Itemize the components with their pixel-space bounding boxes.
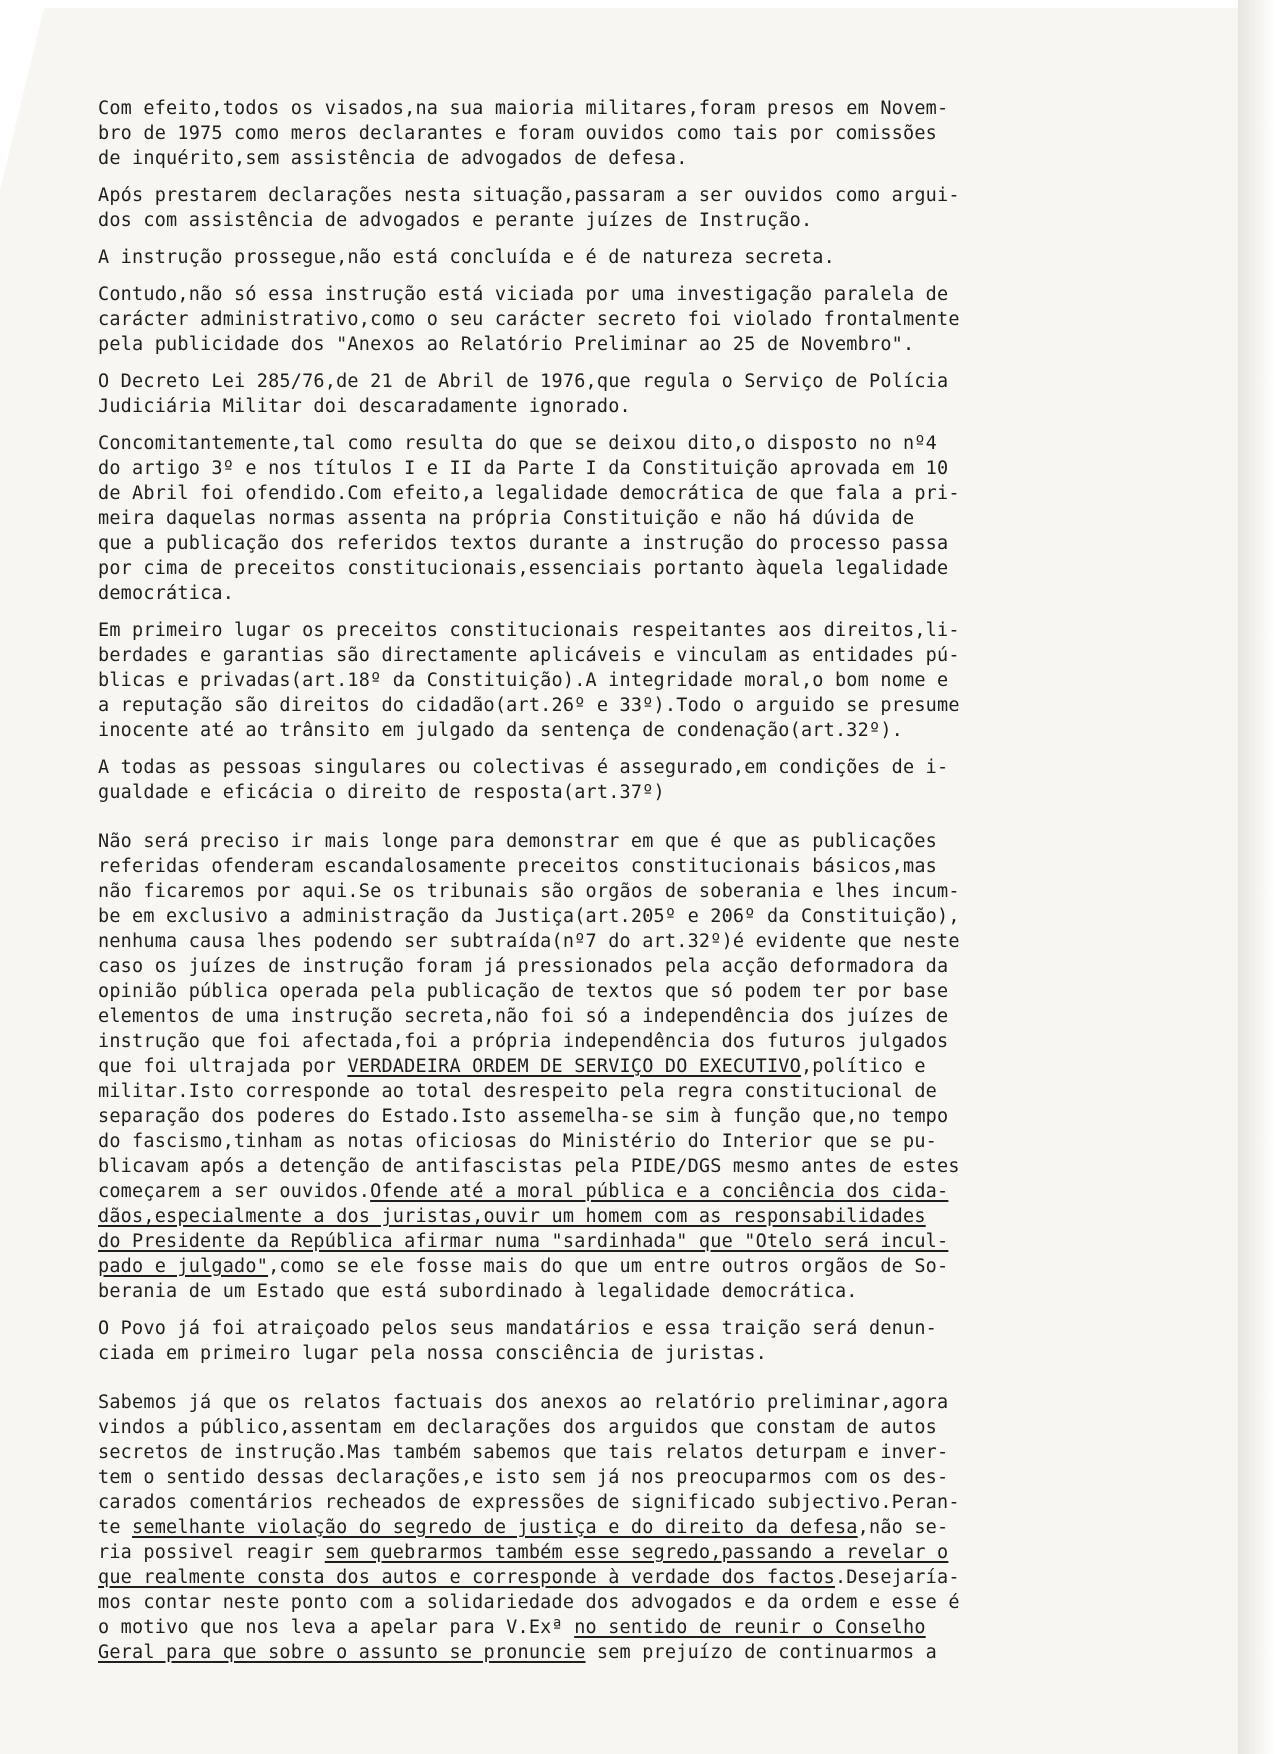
underlined-text: dãos,especialmente a dos juristas,ouvir um homem com as responsabilidades (98, 1206, 926, 1227)
underlined-text: sem quebrarmos também esse segredo,passando a revelar o (324, 1542, 949, 1563)
line-text: instrução que foi afectada,foi a própria independência dos futuros julgados (98, 1031, 949, 1052)
text-line (98, 780, 1120, 805)
text-line (98, 1104, 1120, 1129)
text-line (98, 618, 1120, 643)
text-line (98, 146, 1120, 171)
line-text: pela publicidade dos "Anexos ao Relatório Preliminar ao 25 de Novembro". (98, 334, 915, 355)
text-line (98, 431, 1120, 456)
line-text: que foi ultrajada por (98, 1056, 348, 1077)
line-text: O Decreto Lei 285/76,de 21 de Abril de 1976,que regula o Serviço de Polícia (98, 371, 949, 392)
text-line (98, 1204, 1120, 1229)
line-text: carácter administrativo,como o seu carácter secreto foi violado frontalmente (98, 309, 960, 330)
text-line (98, 755, 1120, 780)
text-line (98, 1490, 1120, 1515)
text-line (98, 1640, 1120, 1665)
underlined-text: semelhante violação do segredo de justiça e do direito da defesa (132, 1517, 858, 1538)
text-line (98, 1515, 1120, 1540)
line-text: .Desejaría- (834, 1567, 960, 1588)
text-line (98, 121, 1120, 146)
line-text: bro de 1975 como meros declarantes e foram ouvidos como tais por comissões (98, 123, 938, 144)
text-line (98, 456, 1120, 481)
text-line (98, 506, 1120, 531)
text-line (98, 1154, 1120, 1179)
line-text: te (98, 1517, 133, 1538)
text-line (98, 954, 1120, 979)
line-text: Judiciária Militar doi descaradamente ignorado. (98, 396, 631, 417)
text-line (98, 1615, 1120, 1640)
line-text: a reputação são direitos do cidadão(art.26º e 33º).Todo o arguido se presume (98, 695, 960, 716)
text-line (98, 1079, 1120, 1104)
text-line (98, 1029, 1120, 1054)
text-line (98, 1465, 1120, 1490)
text-line (98, 1254, 1120, 1279)
text-line (98, 1179, 1120, 1204)
line-text: elementos de uma instrução secreta,não foi só a independência dos juízes de (98, 1006, 949, 1027)
underlined-text: no sentido de reunir o Conselho (574, 1617, 926, 1638)
text-line (98, 1440, 1120, 1465)
underlined-text: pado e julgado" (98, 1256, 269, 1277)
line-text: be em exclusivo a administração da Justiça(art.205º e 206º da Constituição), (98, 906, 960, 927)
line-text: ,político e (800, 1056, 926, 1077)
text-line (98, 208, 1120, 233)
underlined-text: que realmente consta dos autos e corresponde à verdade dos factos (98, 1567, 835, 1588)
line-text: referidas ofenderam escandalosamente preceitos constitucionais básicos,mas (98, 856, 938, 877)
line-text: dos com assistência de advogados e perante juízes de Instrução. (98, 210, 813, 231)
text-line (98, 1279, 1120, 1304)
line-text: berania de um Estado que está subordinado à legalidade democrática. (98, 1281, 858, 1302)
line-text: vindos a público,assentam em declarações dos arguidos que constam de autos (98, 1417, 938, 1438)
line-text: de Abril foi ofendido.Com efeito,a legalidade democrática de que fala a pri- (98, 483, 960, 504)
line-text: não ficaremos por aqui.Se os tribunais são orgãos de soberania e lhes incum- (98, 881, 960, 902)
text-line (98, 1415, 1120, 1440)
line-text: meira daquelas normas assenta na própria Constituição e não há dúvida de (98, 508, 915, 529)
scanner-background (1238, 0, 1275, 1754)
paragraph (98, 369, 1120, 419)
line-text: separação dos poderes do Estado.Isto assemelha-se sim à função que,no tempo (98, 1106, 949, 1127)
text-line (98, 1316, 1120, 1341)
underlined-text: VERDADEIRA ORDEM DE SERVIÇO DO EXECUTIVO (347, 1056, 801, 1077)
line-text: Em primeiro lugar os preceitos constitucionais respeitantes aos direitos,li- (98, 620, 960, 641)
document-body (98, 96, 1120, 1677)
text-line (98, 668, 1120, 693)
line-text: do fascismo,tinham as notas oficiosas do Ministério do Interior que se pu- (98, 1131, 938, 1152)
line-text: nenhuma causa lhes podendo ser subtraída(nº7 do art.32º)é evidente que neste (98, 931, 960, 952)
text-line (98, 718, 1120, 743)
text-line (98, 96, 1120, 121)
line-text: A todas as pessoas singulares ou colectivas é assegurado,em condições de i- (98, 757, 949, 778)
line-text: começarem a ser ouvidos. (98, 1181, 371, 1202)
line-text: Após prestarem declarações nesta situação,passaram a ser ouvidos como argui- (98, 185, 960, 206)
text-line (98, 929, 1120, 954)
line-text: Com efeito,todos os visados,na sua maioria militares,foram presos em Novem- (98, 98, 949, 119)
text-line (98, 1229, 1120, 1254)
text-line (98, 1004, 1120, 1029)
line-text: ,não se- (857, 1517, 949, 1538)
line-text: A instrução prossegue,não está concluída e é de natureza secreta. (98, 247, 835, 268)
line-text: do artigo 3º e nos títulos I e II da Parte I da Constituição aprovada em 10 (98, 458, 949, 479)
line-text: opinião pública operada pela publicação de textos que só podem ter por base (98, 981, 949, 1002)
line-text: caso os juízes de instrução foram já pressionados pela acção deformadora da (98, 956, 949, 977)
line-text: carados comentários recheados de expressões de significado subjectivo.Peran- (98, 1492, 960, 1513)
line-text: Concomitantemente,tal como resulta do que se deixou dito,o disposto no nº4 (98, 433, 938, 454)
text-line (98, 183, 1120, 208)
paragraph (98, 96, 1120, 171)
text-line (98, 332, 1120, 357)
underlined-text: do Presidente da República afirmar numa "sardinhada" que "Otelo será incul- (98, 1231, 949, 1252)
text-line (98, 643, 1120, 668)
line-text: inocente até ao trânsito em julgado da sentença de condenação(art.32º). (98, 720, 903, 741)
line-text: o motivo que nos leva a apelar para V.Exª (98, 1617, 575, 1638)
line-text: militar.Isto corresponde ao total desrespeito pela regra constitucional de (98, 1081, 938, 1102)
line-text: blicas e privadas(art.18º da Constituição).A integridade moral,o bom nome e (98, 670, 949, 691)
text-line (98, 904, 1120, 929)
line-text: Não será preciso ir mais longe para demonstrar em que é que as publicações (98, 831, 938, 852)
line-text: berdades e garantias são directamente aplicáveis e vinculam as entidades pú- (98, 645, 960, 666)
paragraph (98, 282, 1120, 357)
line-text: de inquérito,sem assistência de advogados de defesa. (98, 148, 688, 169)
text-line (98, 1565, 1120, 1590)
line-text: Sabemos já que os relatos factuais dos anexos ao relatório preliminar,agora (98, 1392, 949, 1413)
paragraph (98, 1390, 1120, 1665)
paragraph (98, 1316, 1120, 1366)
text-line (98, 1590, 1120, 1615)
text-line (98, 556, 1120, 581)
underlined-text: Geral para que sobre o assunto se pronuncie (98, 1642, 586, 1663)
line-text: sem prejuízo de continuarmos a (585, 1642, 938, 1663)
paragraph (98, 245, 1120, 270)
line-text: ciada em primeiro lugar pela nossa consciência de juristas. (98, 1343, 767, 1364)
text-line (98, 481, 1120, 506)
text-line (98, 394, 1120, 419)
text-line (98, 693, 1120, 718)
text-line (98, 282, 1120, 307)
line-text: Contudo,não só essa instrução está viciada por uma investigação paralela de (98, 284, 949, 305)
line-text: por cima de preceitos constitucionais,essenciais portanto àquela legalidade (98, 558, 949, 579)
line-text: democrática. (98, 583, 235, 604)
text-line (98, 1540, 1120, 1565)
text-line (98, 1129, 1120, 1154)
text-line (98, 879, 1120, 904)
line-text: gualdade e eficácia o direito de resposta(art.37º) (98, 782, 665, 803)
line-text: secretos de instrução.Mas também sabemos que tais relatos deturpam e inver- (98, 1442, 949, 1463)
text-line (98, 854, 1120, 879)
text-line (98, 581, 1120, 606)
text-line (98, 829, 1120, 854)
text-line (98, 531, 1120, 556)
underlined-text: Ofende até a moral pública e a conciência dos cida- (370, 1181, 949, 1202)
paragraph (98, 618, 1120, 743)
paragraph (98, 183, 1120, 233)
line-text: mos contar neste ponto com a solidariedade dos advogados e da ordem e esse é (98, 1592, 960, 1613)
paragraph (98, 829, 1120, 1304)
text-line (98, 1390, 1120, 1415)
line-text: tem o sentido dessas declarações,e isto sem já nos preocuparmos com os des- (98, 1467, 949, 1488)
line-text: ,como se ele fosse mais do que um entre outros orgãos de So- (268, 1256, 949, 1277)
line-text: blicavam após a detenção de antifascistas pela PIDE/DGS mesmo antes de estes (98, 1156, 960, 1177)
line-text: ria possivel reagir (98, 1542, 325, 1563)
text-line (98, 979, 1120, 1004)
line-text: que a publicação dos referidos textos durante a instrução do processo passa (98, 533, 949, 554)
line-text: O Povo já foi atraiçoado pelos seus mandatários e essa traição será denun- (98, 1318, 938, 1339)
text-line (98, 1054, 1120, 1079)
text-line (98, 1341, 1120, 1366)
text-line (98, 245, 1120, 270)
paragraph (98, 755, 1120, 805)
paragraph (98, 431, 1120, 606)
text-line (98, 369, 1120, 394)
text-line (98, 307, 1120, 332)
